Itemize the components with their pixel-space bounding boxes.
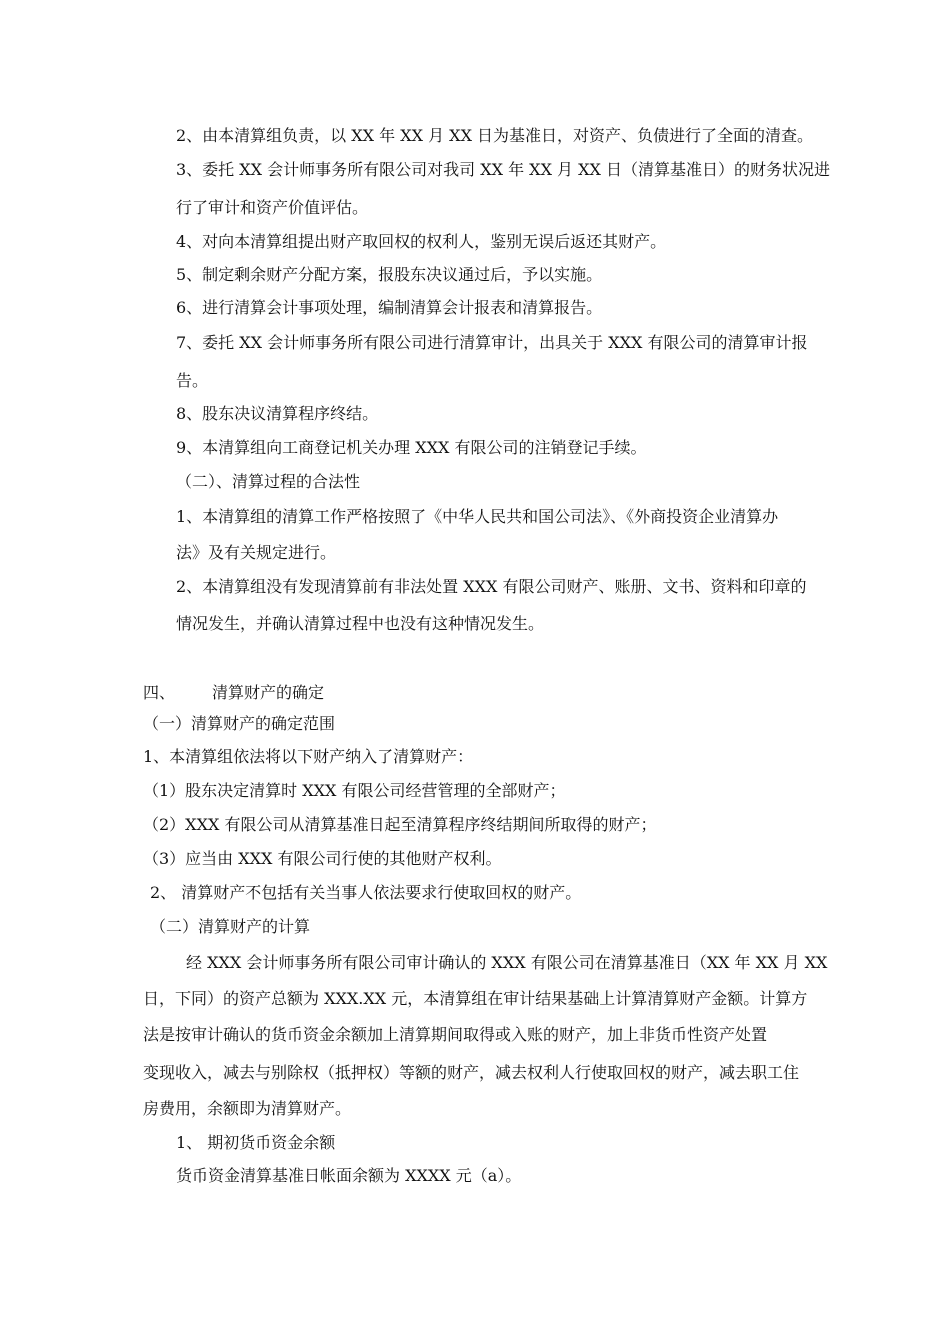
list-item-continuation: 告。 <box>176 371 209 390</box>
list-item: 7、委托 XX 会计师事务所有限公司进行清算审计，出具关于 XXX 有限公司的清算审计报 <box>176 333 808 352</box>
section-number: 四、 <box>143 683 176 702</box>
section-subheading: （二）、清算过程的合法性 <box>176 472 361 491</box>
list-item: （1）股东决定清算时 XXX 有限公司经营管理的全部财产； <box>143 781 566 800</box>
paragraph-line: 房费用，余额即为清算财产。 <box>143 1099 352 1118</box>
list-item-continuation: 行了审计和资产价值评估。 <box>176 198 369 217</box>
list-item: （2）XXX 有限公司从清算基准日起至清算程序终结期间所取得的财产； <box>143 815 657 834</box>
list-item: 2、本清算组没有发现清算前有非法处置 XXX 有限公司财产、账册、文书、资料和印章的 <box>176 577 807 596</box>
section-subheading: （一）清算财产的确定范围 <box>143 714 336 733</box>
list-item: （3）应当由 XXX 有限公司行使的其他财产权利。 <box>143 849 502 868</box>
paragraph-line: 日，下同）的资产总额为 XXX.XX 元，本清算组在审计结果基础上计算清算财产金额。计算方 <box>143 989 808 1008</box>
paragraph: 经 XXX 会计师事务所有限公司审计确认的 XXX 有限公司在清算基准日（XX 年 XX 月 XX <box>186 953 828 972</box>
paragraph-line: 法是按审计确认的货币资金余额加上清算期间取得或入账的财产，加上非货币性资产处置 <box>143 1025 768 1044</box>
list-item: 1、 期初货币资金余额 <box>176 1133 336 1152</box>
paragraph: 1、本清算组依法将以下财产纳入了清算财产： <box>143 747 474 766</box>
list-item-continuation: 法》及有关规定进行。 <box>176 543 337 562</box>
section-subheading: （二）清算财产的计算 <box>150 917 311 936</box>
list-item: 1、本清算组的清算工作严格按照了《中华人民共和国公司法》、《外商投资企业清算办 <box>176 507 779 526</box>
list-item: 4、对向本清算组提出财产取回权的权利人，鉴别无误后返还其财产。 <box>176 232 667 251</box>
list-item: 6、进行清算会计事项处理，编制清算会计报表和清算报告。 <box>176 298 603 317</box>
list-item-continuation: 情况发生，并确认清算过程中也没有这种情况发生。 <box>176 614 545 633</box>
paragraph: 2、 清算财产不包括有关当事人依法要求行使取回权的财产。 <box>150 883 582 902</box>
section-heading: 清算财产的确定 <box>212 683 325 702</box>
list-item: 2、由本清算组负责，以 XX 年 XX 月 XX 日为基准日，对资产、负债进行了全面的清查。 <box>176 126 814 145</box>
paragraph-line: 变现收入，减去与别除权（抵押权）等额的财产，减去权利人行使取回权的财产，减去职工住 <box>143 1063 800 1082</box>
list-item: 8、股东决议清算程序终结。 <box>176 404 379 423</box>
list-item: 5、制定剩余财产分配方案，报股东决议通过后，予以实施。 <box>176 265 603 284</box>
paragraph: 货币资金清算基准日帐面余额为 XXXX 元（a）。 <box>176 1166 522 1185</box>
list-item: 3、委托 XX 会计师事务所有限公司对我司 XX 年 XX 月 XX 日（清算基准日）的财务状况进 <box>176 160 830 179</box>
list-item: 9、本清算组向工商登记机关办理 XXX 有限公司的注销登记手续。 <box>176 438 647 457</box>
